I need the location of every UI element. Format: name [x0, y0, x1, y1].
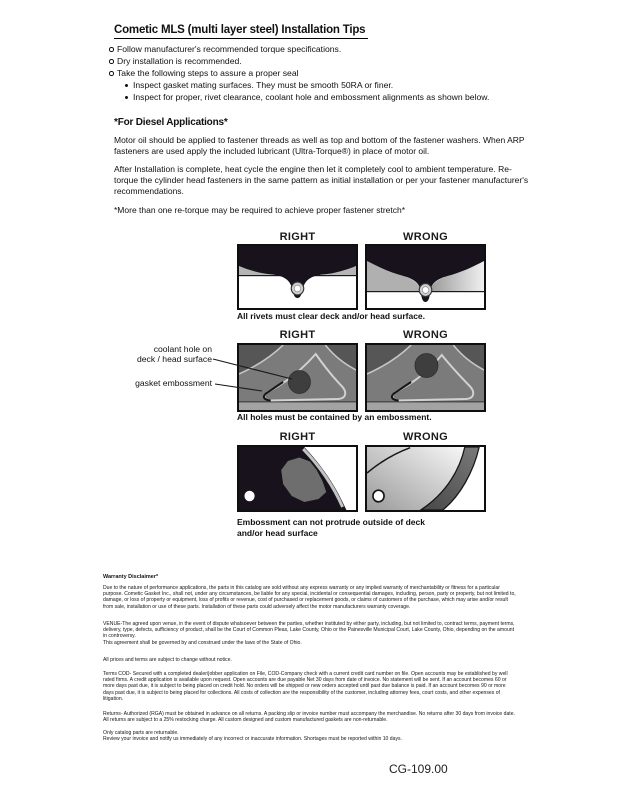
embossment-wrong-graphic: [367, 345, 484, 410]
embossment-right-diagram: [237, 343, 358, 412]
embossment-right-graphic: [239, 345, 356, 410]
bolt-hole: [373, 490, 384, 502]
rivet-wrong-diagram: [365, 244, 486, 310]
row3-caption-line2: and/or head surface: [237, 527, 318, 538]
diesel-section-heading: *For Diesel Applications*: [114, 117, 228, 128]
warranty-heading: Warranty Disclaimer*: [103, 574, 159, 580]
row3-caption: [237, 517, 487, 538]
governing-law-clause: This agreement shall be governed by and construed under the laws of the State of Ohio.: [103, 639, 302, 646]
tip-sub-bullet-2: Inspect for proper, rivet clearance, coolant hole and embossment alignments as shown below.: [125, 91, 529, 103]
rivet-right-diagram: [237, 244, 358, 310]
tip-bullet-3: Take the following steps to assure a proper seal: [109, 67, 529, 79]
tip-bullet-1: Follow manufacturer's recommended torque specifications.: [109, 43, 529, 55]
tip-bullet-2: Dry installation is recommended.: [109, 55, 529, 67]
venue-clause: VENUE-The agreed upon venue, in the event of dispute whatsoever between the parties, whether instituted by either party, including, but not limited to, contract terms, payment terms, delivery, type, defects, sufficiency of product, shall be the Court of Common Pleas, Lake County, Ohio or the Painesville Municipal Court, Lake County, Ohio, depending on the amount in controversy.: [103, 621, 515, 640]
coolant-hole-label-line1: coolant hole on: [153, 344, 212, 354]
warranty-paragraph-4: Terms COD- Secured with a completed dealer/jobber application on File, COD-Company check with a current credit card number on file. Open accounts may be established by well rated firms. A credit application is available upon request. Open accounts are due payable Net 30 days from date of invoice. No statement will be sent. If an account becomes 60 or more days past due, it is subject to being placed on credit hold. No orders will be shipped or new orders accepted until past due balance is paid. If an account becomes 90 or more days past due, it is subject to being placed for collections. All costs of collection are the responsibility of the customer, including attorney fees, court costs, and other expenses of litigation.: [103, 671, 508, 702]
coolant-hole: [415, 354, 438, 378]
embossment-wrong-diagram: [365, 343, 486, 412]
page-title: Cometic MLS (multi layer steel) Installation Tips: [114, 24, 368, 39]
warranty-paragraph-3: All prices and terms are subject to change without notice.: [103, 657, 232, 663]
row1-right-label: RIGHT: [279, 231, 316, 243]
row3-caption-line1: Embossment can not protrude outside of deck: [237, 517, 425, 527]
diesel-paragraph-2: After Installation is complete, heat cycle the engine then let it completely cool to ambient temperature. Re-torque the cylinder head fasteners in the same pattern as initial installation or per your fastener manufacturer's recommendations.: [114, 164, 529, 196]
tip-sub-bullet-1: Inspect gasket mating surfaces. They must be smooth 50RA or finer.: [125, 79, 529, 91]
coolant-hole-label: [104, 345, 212, 364]
rivet-right-graphic: [239, 246, 356, 308]
returnable-note: Only catalog parts are returnable.: [103, 730, 179, 736]
row2-wrong-label: WRONG: [403, 329, 448, 341]
doc-code: CG-109.00: [389, 762, 448, 776]
row1-wrong-label: WRONG: [403, 231, 448, 243]
retorque-note: *More than one re-torque may be required to achieve proper fastener stretch*: [114, 205, 406, 215]
bolt-hole: [244, 491, 254, 502]
tips-list: [109, 43, 529, 103]
warranty-paragraph-2: [103, 621, 517, 646]
warranty-paragraph-6: [103, 730, 517, 742]
warranty-paragraph-1: Due to the nature of performance applications, the parts in this catalog are sold without any express warranty or any implied warranty of merchantability or fitness for a particular purpose. Cometic Gasket Inc., shall not, under any circumstances, be liable for any special, incidental or consequential damages, including, person, party or property, but not limited to, damage, or loss of property or equipment, loss of profits or revenue, cost of purchased or replacement goods, or claims of customers of the purchase, which may arise and/or result from sale, installation or use of these parts. Installation of these parts could adversely affect the motor manufacturers warranty coverage.: [103, 585, 516, 610]
coolant-hole: [288, 371, 310, 394]
gasket-embossment-label: gasket embossment: [135, 378, 212, 388]
protrusion-wrong-diagram: [365, 445, 486, 512]
row2-right-label: RIGHT: [279, 329, 316, 341]
row3-right-label: RIGHT: [279, 431, 316, 443]
protrusion-right-diagram: [237, 445, 358, 512]
row2-caption: All holes must be contained by an embossment.: [237, 412, 432, 422]
row3-wrong-label: WRONG: [403, 431, 448, 443]
diesel-paragraph-1: Motor oil should be applied to fastener threads as well as top and bottom of the fastener washers. When ARP fasteners are used apply the included lubricant (Ultra-Torque®) in place of motor oil.: [114, 135, 525, 156]
protrusion-wrong-graphic: [367, 447, 484, 510]
rivet-wrong-graphic: [367, 246, 484, 308]
invoice-review-note: Review your invoice and notify us immediately of any incorrect or inaccurate information. Shortages must be reported within 10 days.: [103, 736, 402, 743]
row1-caption: All rivets must clear deck and/or head surface.: [237, 311, 426, 321]
warranty-paragraph-5: Returns- Authorized (RGA) must be obtained in advance on all returns. A packing slip or invoice number must accompany the merchandise. No returns after 30 days from invoice date. All returns are subject to a 25% restocking charge. All custom designed and custom manufactured gaskets are non-returnable.: [103, 711, 515, 724]
coolant-hole-label-line2: deck / head surface: [136, 353, 212, 364]
protrusion-right-graphic: [239, 447, 356, 510]
